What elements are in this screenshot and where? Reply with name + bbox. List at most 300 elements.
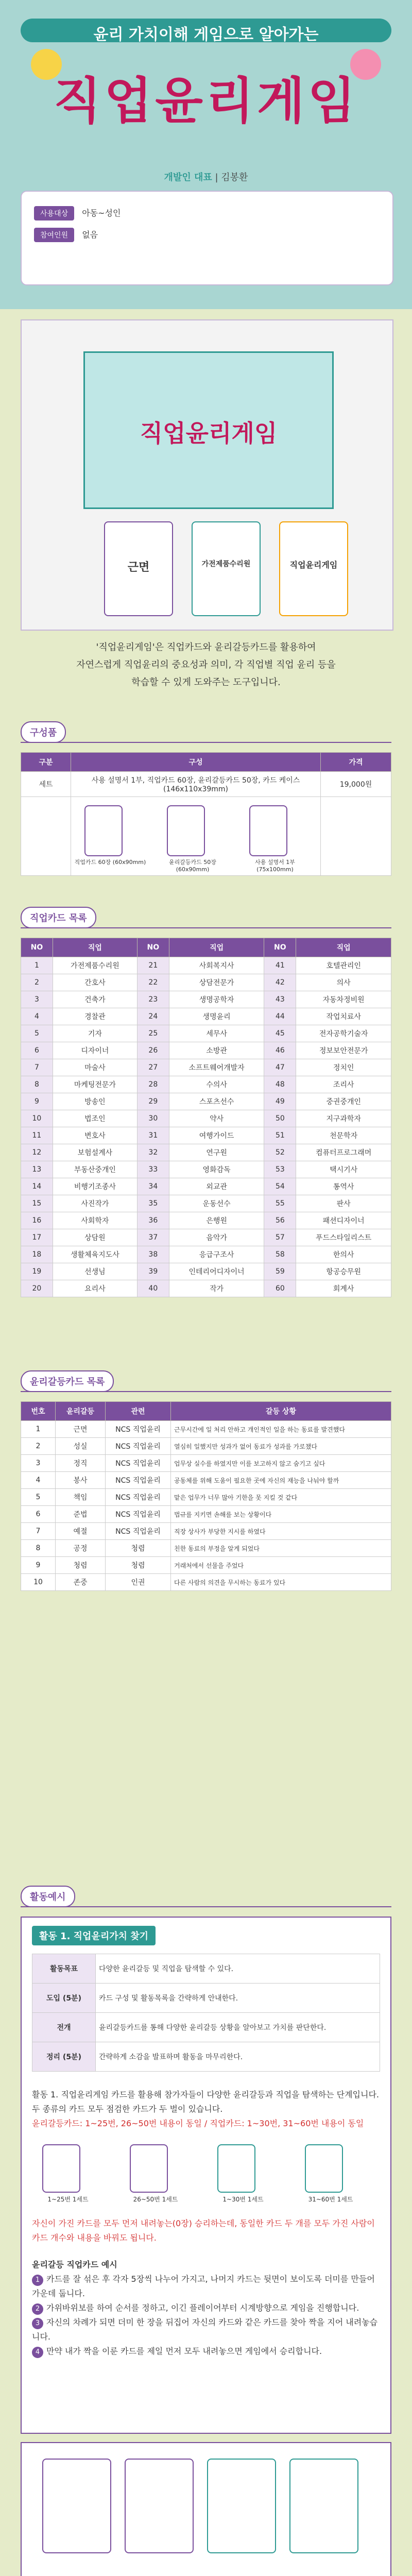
step-title: 윤리갈등 직업카드 예시 (32, 2260, 117, 2269)
table-cell: 사용 설명서 1부, 직업카드 60장, 윤리갈등카드 50장, 카드 케이스(146x110x39mm) (71, 772, 321, 797)
card-demo-grid (42, 2459, 372, 2576)
table-cell: 7 (21, 1059, 53, 1076)
info-box (21, 191, 393, 285)
composition-image-strip (74, 800, 317, 872)
demo-card (289, 2459, 358, 2553)
section-title: 직업카드 목록 (21, 907, 96, 928)
table-row (21, 1438, 391, 1455)
table-cell: 9 (21, 1557, 56, 1574)
table-cell: 마케팅전문가 (53, 1076, 137, 1093)
step-item (32, 2315, 380, 2344)
count-value: 없음 (82, 230, 98, 240)
table-cell: 59 (264, 1263, 296, 1280)
table-row (32, 1954, 380, 1984)
hero-subtitle: 윤리 가치이해 게임으로 알아가는 (93, 26, 319, 44)
section-divider (21, 927, 391, 928)
intro-line: 자연스럽게 직업윤리의 중요성과 의미, 각 직업별 직업 윤리 등을 (76, 659, 336, 670)
job-card-thumb (84, 805, 123, 856)
count-row (34, 228, 98, 242)
step-item (32, 2272, 380, 2301)
table-cell: 60 (264, 1280, 296, 1297)
table-cell: 4 (21, 1008, 53, 1025)
table-row (21, 1574, 391, 1591)
table-row (32, 2013, 380, 2042)
table-cell: 근면 (56, 1421, 106, 1438)
table-header: 구분 (21, 753, 71, 772)
table-cell: 48 (264, 1076, 296, 1093)
table-row (21, 1523, 391, 1540)
table-cell: 27 (137, 1059, 169, 1076)
card-label: 근면 (127, 561, 150, 574)
set-label: 1~25번 1세트 (47, 2196, 89, 2203)
table-cell: 공동체를 위해 도움이 필요한 곳에 자신의 재능을 나눠야 할까 (171, 1472, 391, 1489)
section-title: 활동예시 (21, 1886, 75, 1907)
table-cell: 택시기사 (296, 1161, 391, 1178)
table-cell: 전개 (32, 2013, 96, 2042)
table-cell: 소방관 (169, 1042, 264, 1059)
table-row (32, 1984, 380, 2013)
table-header: 윤리갈등 (56, 1402, 106, 1421)
table-row (21, 1421, 391, 1438)
set-card-thumb (305, 2144, 343, 2193)
table-cell: 53 (264, 1161, 296, 1178)
table-cell: 디자이너 (53, 1042, 137, 1059)
section-divider (21, 742, 391, 743)
ethics-cards-table (21, 1401, 391, 1591)
table-cell: 정보보안전문가 (296, 1042, 391, 1059)
hero-title: 직업윤리게임 (53, 72, 359, 130)
table-row (21, 1076, 391, 1093)
activity-box (21, 1917, 391, 2434)
table-cell: 58 (264, 1246, 296, 1263)
table-cell: 도입 (5분) (32, 1984, 96, 2013)
table-cell: 마술사 (53, 1059, 137, 1076)
section-activity-header (21, 1886, 75, 1906)
table-cell: 열심히 일했지만 성과가 없어 동료가 성과를 가로챘다 (171, 1438, 391, 1455)
table-row (32, 2042, 380, 2072)
table-cell: 운동선수 (169, 1195, 264, 1212)
table-cell: 생활체육지도사 (53, 1246, 137, 1263)
table-cell: 컴퓨터프로그래머 (296, 1144, 391, 1161)
table-cell: 요리사 (53, 1280, 137, 1297)
table-cell: 정리 (5분) (32, 2042, 96, 2072)
table-cell: 4 (21, 1472, 56, 1489)
target-row (34, 206, 121, 221)
set-label: 26~50번 1세트 (133, 2196, 178, 2203)
count-label: 참여인원 (34, 228, 74, 242)
table-cell: 푸드스타일리스트 (296, 1229, 391, 1246)
table-header-row (21, 938, 391, 957)
activity-subheader: 활동 1. 직업윤리가치 찾기 (32, 1926, 156, 1945)
step-number-icon: 2 (32, 2303, 43, 2315)
table-cell: 26 (137, 1042, 169, 1059)
table-cell: 3 (21, 1455, 56, 1472)
set-card-thumb (130, 2144, 168, 2193)
table-cell: 성실 (56, 1438, 106, 1455)
table-cell: 43 (264, 991, 296, 1008)
table-header-row (21, 1402, 391, 1421)
table-row (21, 1557, 391, 1574)
card-set-strip (32, 2144, 380, 2206)
table-row (21, 1059, 391, 1076)
table-cell: 소프트웨어개발자 (169, 1059, 264, 1076)
table-cell: 맡은 업무가 너무 많아 기한을 못 지킬 것 같다 (171, 1489, 391, 1506)
table-cell: 30 (137, 1110, 169, 1127)
manual-sample (279, 521, 348, 616)
table-header: 직업 (53, 938, 137, 957)
table-cell: 50 (264, 1110, 296, 1127)
table-cell: 7 (21, 1523, 56, 1540)
job-cards-table (21, 938, 391, 1297)
table-cell: 부동산중개인 (53, 1161, 137, 1178)
table-cell: 51 (264, 1127, 296, 1144)
table-row (21, 1455, 391, 1472)
table-cell: 17 (21, 1229, 53, 1246)
table-cell: 2 (21, 974, 53, 991)
table-cell: 인테리어디자이너 (169, 1263, 264, 1280)
table-cell: 생명윤리 (169, 1008, 264, 1025)
table-cell: 친한 동료의 부정을 알게 되었다 (171, 1540, 391, 1557)
table-cell: 6 (21, 1506, 56, 1523)
table-row (21, 1472, 391, 1489)
author-line: 개발인 대표 | 김봉환 (164, 172, 248, 183)
set-card-thumb (217, 2144, 255, 2193)
table-cell: 22 (137, 974, 169, 991)
intro-line: 학습할 수 있게 도와주는 도구입니다. (131, 677, 281, 688)
table-row (21, 1280, 391, 1297)
table-cell: 거래처에서 선물을 주었다 (171, 1557, 391, 1574)
table-cell: 직장 상사가 부당한 지시를 하였다 (171, 1523, 391, 1540)
table-cell: 생명공학자 (169, 991, 264, 1008)
table-cell: 31 (137, 1127, 169, 1144)
table-row (21, 1246, 391, 1263)
table-header: 가격 (321, 753, 391, 772)
section-ethics-cards-header (21, 1370, 114, 1391)
table-cell: 39 (137, 1263, 169, 1280)
table-row (21, 797, 391, 876)
job-card-sample (104, 521, 173, 616)
table-header: 직업 (169, 938, 264, 957)
table-cell: 8 (21, 1540, 56, 1557)
table-header-row (21, 753, 391, 772)
table-cell: 36 (137, 1212, 169, 1229)
table-cell: 정직 (56, 1455, 106, 1472)
composition-table (21, 752, 391, 876)
manual-thumb (249, 805, 287, 856)
table-cell: 29 (137, 1093, 169, 1110)
author-label: 개발인 대표 (164, 172, 212, 183)
table-cell: 비행기조종사 (53, 1178, 137, 1195)
card-label: 가전제품수리원 (201, 560, 251, 568)
table-cell: 건축가 (53, 991, 137, 1008)
table-cell: 상담전문가 (169, 974, 264, 991)
table-cell: 간략하게 소감을 발표하며 활동을 마무리한다. (96, 2042, 380, 2072)
table-cell: 19 (21, 1263, 53, 1280)
table-cell: 1 (21, 1421, 56, 1438)
table-cell: 법규를 지키면 손해를 보는 상황이다 (171, 1506, 391, 1523)
demo-card (207, 2459, 276, 2553)
table-cell: 42 (264, 974, 296, 991)
table-row (21, 1263, 391, 1280)
table-cell: 47 (264, 1059, 296, 1076)
table-cell: 수의사 (169, 1076, 264, 1093)
table-cell: 보험설계사 (53, 1144, 137, 1161)
table-cell: NCS 직업윤리 (106, 1523, 171, 1540)
composition-images (71, 797, 321, 876)
table-cell: 45 (264, 1025, 296, 1042)
table-cell: 46 (264, 1042, 296, 1059)
target-value: 아동~성인 (82, 208, 121, 218)
table-cell: 20 (21, 1280, 53, 1297)
table-header: NO (137, 938, 169, 957)
table-cell: 전자공학기술자 (296, 1025, 391, 1042)
set-card-thumb (42, 2144, 80, 2193)
table-cell: 15 (21, 1195, 53, 1212)
table-cell: NCS 직업윤리 (106, 1506, 171, 1523)
table-cell: 25 (137, 1025, 169, 1042)
table-cell: 8 (21, 1076, 53, 1093)
table-cell: 세트 (21, 772, 71, 797)
step-text: 자신의 차례가 되면 더미 한 장을 뒤집어 자신의 카드와 같은 카드를 찾아 짝을 지어 내려놓습니다. (32, 2317, 378, 2342)
table-cell: 5 (21, 1025, 53, 1042)
table-cell: 35 (137, 1195, 169, 1212)
table-row (21, 1212, 391, 1229)
note-line: 윤리갈등카드: 1~25번, 26~50번 내용이 동일 / 직업카드: 1~30번, 31~60번 내용이 동일 (32, 2119, 364, 2128)
table-cell: 40 (137, 1280, 169, 1297)
table-cell: 연구원 (169, 1144, 264, 1161)
set-label: 1~30번 1세트 (222, 2196, 264, 2203)
table-row (21, 1110, 391, 1127)
table-cell: 18 (21, 1246, 53, 1263)
table-cell: 방송인 (53, 1093, 137, 1110)
table-cell: 19,000원 (321, 772, 391, 797)
table-cell: 청렴 (106, 1540, 171, 1557)
table-header: 직업 (296, 938, 391, 957)
steps-list (32, 2258, 380, 2359)
table-cell: NCS 직업윤리 (106, 1472, 171, 1489)
table-row (21, 1161, 391, 1178)
table-cell: 16 (21, 1212, 53, 1229)
table-cell: 사진작가 (53, 1195, 137, 1212)
item-caption: 직업카드 60장 (60x90mm) (74, 859, 146, 866)
intro-text (21, 639, 391, 691)
table-header: 번호 (21, 1402, 56, 1421)
table-row (21, 1489, 391, 1506)
table-cell: 2 (21, 1438, 56, 1455)
demo-card (125, 2459, 194, 2553)
product-photo (21, 319, 393, 631)
table-cell: 56 (264, 1212, 296, 1229)
table-cell: 55 (264, 1195, 296, 1212)
section-divider (21, 1906, 391, 1907)
table-row (21, 1042, 391, 1059)
table-cell: 44 (264, 1008, 296, 1025)
table-header: 갈등 상황 (171, 1402, 391, 1421)
table-cell: 24 (137, 1008, 169, 1025)
table-cell: 정치인 (296, 1059, 391, 1076)
demo-card (42, 2459, 111, 2553)
activity-notes (32, 2088, 380, 2131)
table-cell: 패션디자이너 (296, 1212, 391, 1229)
table-cell: 38 (137, 1246, 169, 1263)
table-cell: 카드 구성 및 활동목록을 간략하게 안내한다. (96, 1984, 380, 2013)
table-cell: 10 (21, 1110, 53, 1127)
item-caption: 사용 설명서 1부 (75x100mm) (255, 859, 295, 873)
table-row (21, 1178, 391, 1195)
step-text: 만약 내가 짝을 이룬 카드를 제일 먼저 모두 내려놓으면 게임에서 승리합니다. (46, 2346, 322, 2356)
table-row (21, 1144, 391, 1161)
set-label: 31~60번 1세트 (308, 2196, 353, 2203)
table-row (21, 1127, 391, 1144)
table-cell: 기자 (53, 1025, 137, 1042)
table-cell: 57 (264, 1229, 296, 1246)
table-row (21, 1540, 391, 1557)
table-cell: 14 (21, 1178, 53, 1195)
table-cell: 사회복지사 (169, 957, 264, 974)
table-cell: 봉사 (56, 1472, 106, 1489)
ethics-card-sample (192, 521, 261, 616)
table-cell: 한의사 (296, 1246, 391, 1263)
table-cell: 윤리갈등카드를 통해 다양한 윤리갈등 상황을 알아보고 가치를 판단한다. (96, 2013, 380, 2042)
table-cell: 작가 (169, 1280, 264, 1297)
table-cell: 항공승무원 (296, 1263, 391, 1280)
section-title: 윤리갈등카드 목록 (21, 1370, 114, 1392)
table-cell: 32 (137, 1144, 169, 1161)
table-row (21, 1195, 391, 1212)
table-cell: 준법 (56, 1506, 106, 1523)
warning-note: 자신이 가진 카드를 모두 먼저 내려놓는(0장) 승리하는데, 동일한 카드 두 개를 모두 가진 사람이 카드 개수와 내용을 바꿔도 됩니다. (32, 2218, 375, 2243)
table-cell: NCS 직업윤리 (106, 1455, 171, 1472)
table-cell: 28 (137, 1076, 169, 1093)
table-cell: 33 (137, 1161, 169, 1178)
table-cell: 경찰관 (53, 1008, 137, 1025)
table-cell: 외교관 (169, 1178, 264, 1195)
table-cell: 음악가 (169, 1229, 264, 1246)
table-cell: 예절 (56, 1523, 106, 1540)
table-cell: 5 (21, 1489, 56, 1506)
table-cell: 청렴 (56, 1557, 106, 1574)
step-number-icon: 4 (32, 2347, 43, 2358)
table-cell: 인권 (106, 1574, 171, 1591)
step-text: 가위바위보를 하여 순서를 정하고, 이긴 플레이어부터 시계방향으로 게임을 진행합니다. (46, 2303, 359, 2313)
table-cell: 54 (264, 1178, 296, 1195)
ethics-card-thumb (167, 805, 205, 856)
activity-table (32, 1954, 380, 2072)
table-cell: 활동목표 (32, 1954, 96, 1984)
table-cell: 작업치료사 (296, 1008, 391, 1025)
intro-line: '직업윤리게임'은 직업카드와 윤리갈등카드를 활용하여 (96, 642, 316, 653)
table-cell: 가전제품수리원 (53, 957, 137, 974)
table-cell: NCS 직업윤리 (106, 1489, 171, 1506)
table-header: 구성 (71, 753, 321, 772)
step-number-icon: 3 (32, 2318, 43, 2329)
table-cell: 선생님 (53, 1263, 137, 1280)
table-cell: 영화감독 (169, 1161, 264, 1178)
table-cell: 호텔관리인 (296, 957, 391, 974)
section-title: 구성품 (21, 721, 66, 743)
activity-cards-box (21, 2442, 391, 2576)
table-row (21, 1229, 391, 1246)
card-label: 직업윤리게임 (289, 560, 338, 570)
table-cell: 근무시간에 일 처리 안하고 개인적인 일을 하는 동료를 발견했다 (171, 1421, 391, 1438)
table-cell: 업무상 실수를 하였지만 이를 보고하지 않고 숨기고 싶다 (171, 1455, 391, 1472)
table-cell: 여행가이드 (169, 1127, 264, 1144)
table-cell: 41 (264, 957, 296, 974)
table-cell: 세무사 (169, 1025, 264, 1042)
table-header: NO (264, 938, 296, 957)
section-composition-header (21, 721, 66, 742)
table-row (21, 772, 391, 797)
table-cell: 약사 (169, 1110, 264, 1127)
table-header: NO (21, 938, 53, 957)
table-cell: 6 (21, 1042, 53, 1059)
note-line: 두 종류의 카드 모두 점검한 카드가 두 벌이 있습니다. (32, 2104, 223, 2114)
section-divider (21, 1391, 391, 1392)
table-cell: 지구과학자 (296, 1110, 391, 1127)
table-row (21, 991, 391, 1008)
table-header: 관련 (106, 1402, 171, 1421)
table-cell: 의사 (296, 974, 391, 991)
table-cell: 중권중개인 (296, 1093, 391, 1110)
step-text: 카드를 잘 섞은 후 각자 5장씩 나누어 가지고, 나머지 카드는 뒷면이 보이도록 더미를 만들어 가운데 둡니다. (32, 2274, 375, 2298)
table-row (21, 1506, 391, 1523)
table-row (21, 1008, 391, 1025)
table-cell: NCS 직업윤리 (106, 1438, 171, 1455)
table-cell: 37 (137, 1229, 169, 1246)
table-cell: 11 (21, 1127, 53, 1144)
box-title: 직업윤리게임 (140, 419, 278, 447)
table-cell: 21 (137, 957, 169, 974)
table-row (21, 1025, 391, 1042)
table-cell: 다른 사람의 의견을 무시하는 동료가 있다 (171, 1574, 391, 1591)
table-cell: 은행원 (169, 1212, 264, 1229)
table-cell: 책임 (56, 1489, 106, 1506)
table-cell: 조리사 (296, 1076, 391, 1093)
table-cell: 청렴 (106, 1557, 171, 1574)
step-item (32, 2344, 380, 2359)
table-cell: 법조인 (53, 1110, 137, 1127)
table-cell: NCS 직업윤리 (106, 1421, 171, 1438)
note-line: 활동 1. 직업윤리게임 카드를 활용해 참가자들이 다양한 윤리갈등과 직업을 탐색하는 단계입니다. (32, 2090, 379, 2099)
section-job-cards-header (21, 907, 96, 927)
table-cell: 1 (21, 957, 53, 974)
table-cell: 판사 (296, 1195, 391, 1212)
table-cell: 34 (137, 1178, 169, 1195)
table-cell: 10 (21, 1574, 56, 1591)
table-row (21, 974, 391, 991)
table-cell: 상담원 (53, 1229, 137, 1246)
table-cell: 스포츠선수 (169, 1093, 264, 1110)
table-cell: 13 (21, 1161, 53, 1178)
table-cell: 9 (21, 1093, 53, 1110)
table-cell: 49 (264, 1093, 296, 1110)
table-cell: 변호사 (53, 1127, 137, 1144)
item-caption: 윤리갈등카드 50장 (60x90mm) (169, 859, 216, 873)
table-cell: 12 (21, 1144, 53, 1161)
table-row (21, 1093, 391, 1110)
hero-banner (0, 0, 412, 309)
table-cell: 응급구조사 (169, 1246, 264, 1263)
table-row (21, 957, 391, 974)
step-number-icon: 1 (32, 2275, 43, 2286)
table-cell: 존중 (56, 1574, 106, 1591)
table-cell: 통역사 (296, 1178, 391, 1195)
target-label: 사용대상 (34, 206, 74, 221)
product-box (83, 351, 334, 509)
table-cell: 공정 (56, 1540, 106, 1557)
table-cell: 회계사 (296, 1280, 391, 1297)
table-cell: 다양한 윤리갈등 및 직업을 탐색할 수 있다. (96, 1954, 380, 1984)
